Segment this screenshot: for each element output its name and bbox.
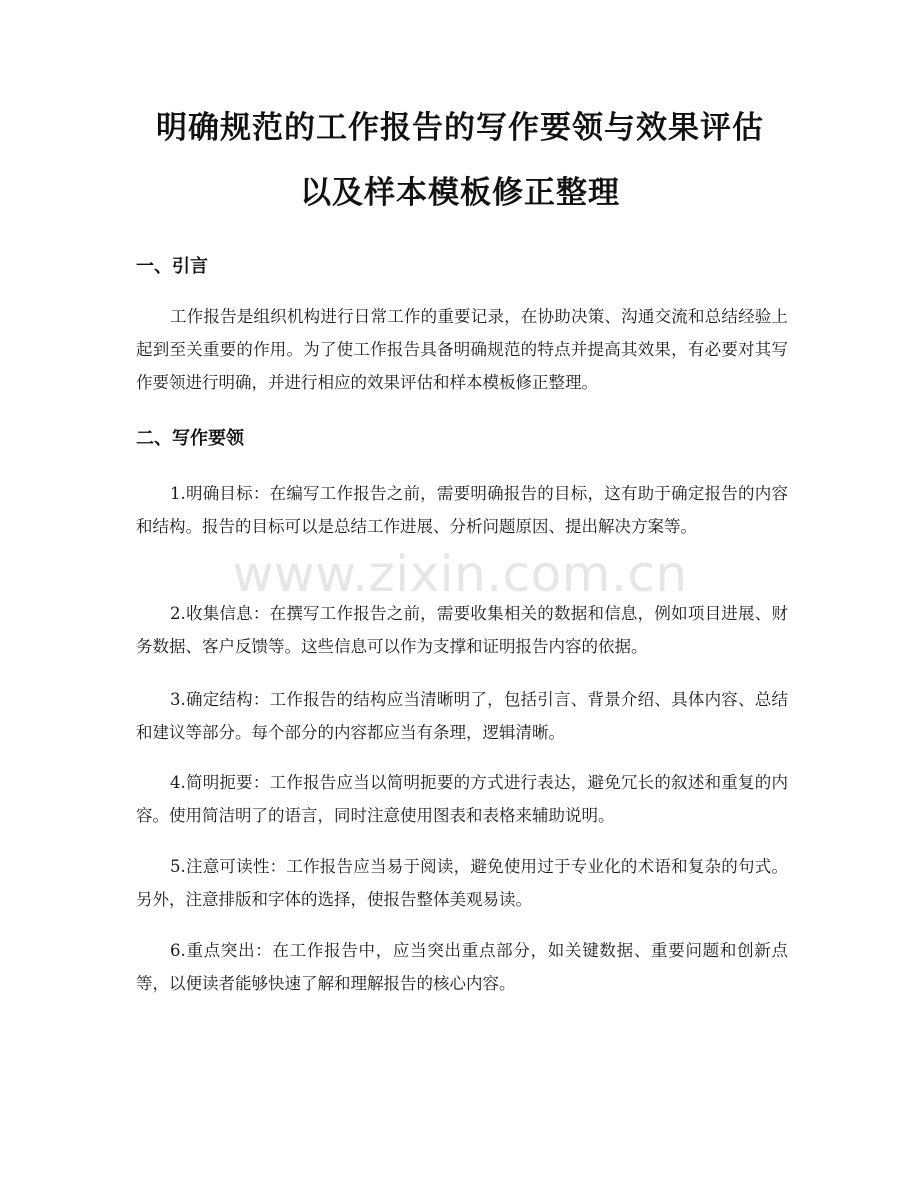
essential-item-4: 4.简明扼要：工作报告应当以简明扼要的方式进行表达，避免冗长的叙述和重复的内容。使用简洁明了的语言，同时注意使用图表和表格来辅助说明。	[136, 773, 788, 825]
essential-item-5: 5.注意可读性：工作报告应当易于阅读，避免使用过于专业化的术语和复杂的句式。另外，注意排版和字体的选择，使报告整体美观易读。	[136, 857, 788, 909]
essential-item-3: 3.确定结构：工作报告的结构应当清晰明了，包括引言、背景介绍、具体内容、总结和建议等部分。每个部分的内容都应当有条理，逻辑清晰。	[136, 690, 788, 742]
document-title-line-1: 明确规范的工作报告的写作要领与效果评估	[156, 110, 764, 146]
introduction-paragraph: 工作报告是组织机构进行日常工作的重要记录，在协助决策、沟通交流和总结经验上起到至关重要的作用。为了使工作报告具备明确规范的特点并提高其效果，有必要对其写作要领进行明确，并进行相应的效果评估和样本模板修正整理。	[136, 307, 788, 392]
section-heading-introduction: 一、引言	[136, 256, 208, 277]
essential-item-1: 1.明确目标：在编写工作报告之前，需要明确报告的目标，这有助于确定报告的内容和结构。报告的目标可以是总结工作进展、分析问题原因、提出解决方案等。	[136, 484, 788, 536]
essential-item-2: 2.收集信息：在撰写工作报告之前，需要收集相关的数据和信息，例如项目进展、财务数据、客户反馈等。这些信息可以作为支撑和证明报告内容的依据。	[136, 604, 788, 656]
watermark-text: www.zixin.com.cn	[232, 545, 688, 603]
document-title-line-2: 以及样本模板修正整理	[300, 175, 620, 211]
essential-item-6: 6.重点突出：在工作报告中，应当突出重点部分，如关键数据、重要问题和创新点等，以便读者能够快速了解和理解报告的核心内容。	[136, 941, 788, 993]
section-heading-writing-essentials: 二、写作要领	[136, 428, 244, 449]
